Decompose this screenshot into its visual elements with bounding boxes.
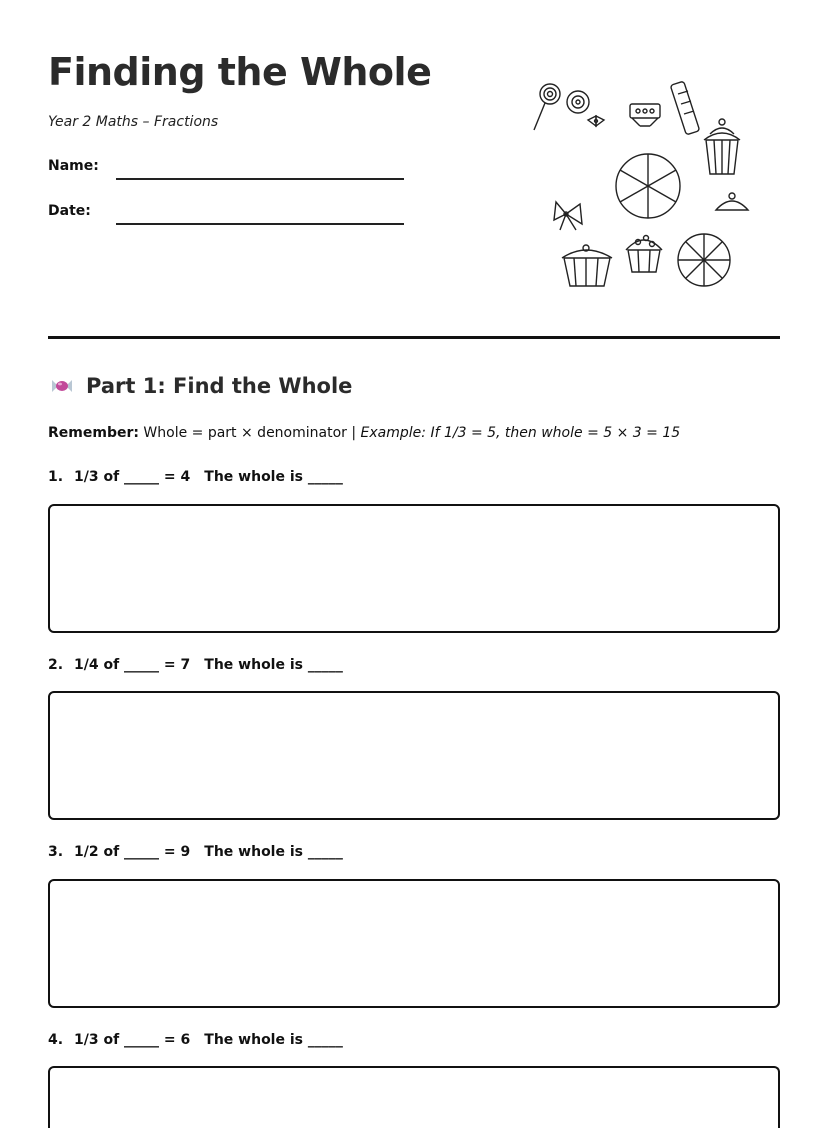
answer-box-3[interactable] bbox=[48, 879, 780, 1008]
small-cake-icon bbox=[716, 193, 748, 210]
remember-note bbox=[48, 425, 680, 441]
question-expression: 1/3 of _____ = 6 bbox=[74, 1032, 191, 1048]
part-1-title: Part 1: Find the Whole bbox=[86, 374, 353, 398]
worksheet-subtitle: Year 2 Maths – Fractions bbox=[48, 114, 219, 130]
question-1 bbox=[48, 469, 343, 485]
name-line bbox=[116, 178, 404, 180]
answer-box-2[interactable] bbox=[48, 691, 780, 820]
part-1-heading bbox=[48, 374, 352, 398]
worksheet-title: Finding the Whole bbox=[48, 50, 432, 94]
large-cupcake-icon bbox=[562, 245, 612, 286]
pie-eighths-icon bbox=[678, 234, 730, 286]
question-3 bbox=[48, 844, 343, 860]
question-number: 2. bbox=[48, 657, 64, 673]
remember-example: Example: If 1/3 = 5, then whole = 5 × 3 = 15 bbox=[360, 425, 681, 441]
cupcake-icon bbox=[704, 119, 740, 174]
answer-box-1[interactable] bbox=[48, 504, 780, 633]
lollipop-icon bbox=[534, 84, 560, 130]
remember-rule: Whole = part × denominator bbox=[143, 425, 347, 441]
bow-icon bbox=[554, 202, 582, 230]
pie-chart-icon bbox=[616, 154, 680, 218]
candy-bar-icon bbox=[630, 104, 660, 126]
question-number: 4. bbox=[48, 1032, 64, 1048]
question-prompt: The whole is _____ bbox=[204, 844, 343, 860]
swirl-candy-icon bbox=[567, 91, 589, 113]
question-prompt: The whole is _____ bbox=[204, 1032, 343, 1048]
question-expression: 1/3 of _____ = 4 bbox=[74, 469, 191, 485]
question-expression: 1/4 of _____ = 7 bbox=[74, 657, 191, 673]
question-number: 3. bbox=[48, 844, 64, 860]
remember-separator: | bbox=[351, 425, 357, 441]
question-4 bbox=[48, 1032, 343, 1048]
candy-cupcakes-clipart bbox=[528, 74, 758, 292]
question-expression: 1/2 of _____ = 9 bbox=[74, 844, 191, 860]
date-line bbox=[116, 223, 404, 225]
question-2 bbox=[48, 657, 343, 673]
candy-stick-icon bbox=[670, 81, 699, 135]
frosted-cupcake-icon bbox=[626, 236, 662, 273]
name-label: Name: bbox=[48, 158, 99, 174]
small-bow-icon bbox=[588, 116, 604, 126]
answer-box-4[interactable] bbox=[48, 1066, 780, 1128]
header-divider bbox=[48, 336, 780, 339]
question-prompt: The whole is _____ bbox=[204, 469, 343, 485]
question-number: 1. bbox=[48, 469, 64, 485]
remember-label: Remember: bbox=[48, 425, 139, 441]
date-label: Date: bbox=[48, 203, 91, 219]
candy-icon bbox=[48, 374, 76, 398]
question-prompt: The whole is _____ bbox=[204, 657, 343, 673]
